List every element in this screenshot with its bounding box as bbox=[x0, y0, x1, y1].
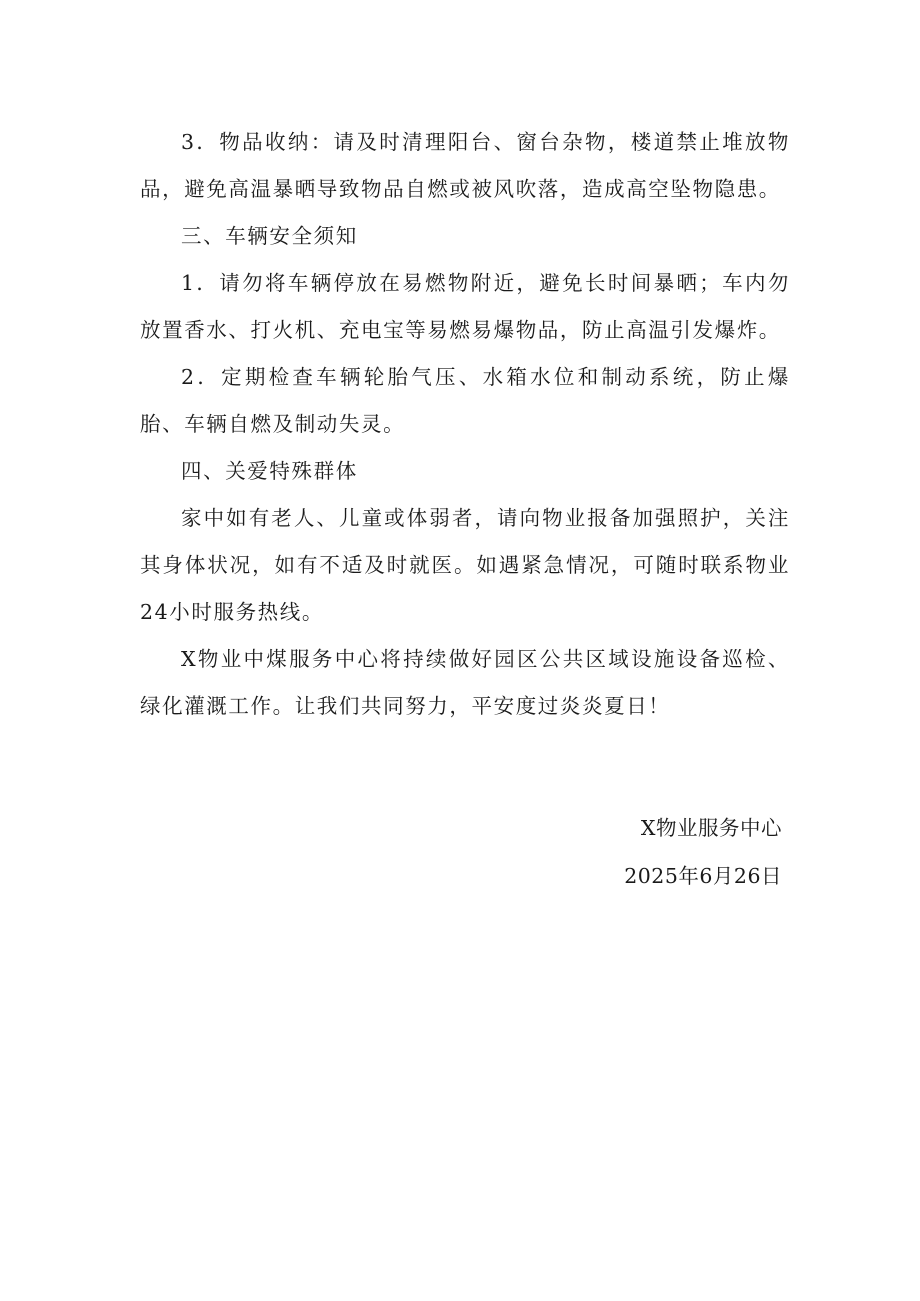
paragraph-closing: X物业中煤服务中心将持续做好园区公共区域设施设备巡检、绿化灌溉工作。让我们共同努力，平安度过炎炎夏日！ bbox=[140, 647, 790, 718]
signature-date: 2025年6月26日 bbox=[624, 864, 782, 888]
body-text bbox=[140, 119, 790, 730]
paragraph-vehicle-item-2: 2．定期检查车辆轮胎气压、水箱水位和制动系统，防止爆胎、车辆自燃及制动失灵。 bbox=[140, 365, 790, 436]
section-heading-vehicle-safety: 三、车辆安全须知 bbox=[181, 224, 358, 248]
signature-organization: X物业服务中心 bbox=[640, 816, 782, 840]
section-heading-special-care: 四、关爱特殊群体 bbox=[181, 459, 358, 483]
paragraph-item-3: 3．物品收纳：请及时清理阳台、窗台杂物，楼道禁止堆放物品，避免高温暴晒导致物品自燃或被风吹落，造成高空坠物隐患。 bbox=[140, 130, 790, 201]
paragraph-vehicle-item-1: 1．请勿将车辆停放在易燃物附近，避免长时间暴晒；车内勿放置香水、打火机、充电宝等易燃易爆物品，防止高温引发爆炸。 bbox=[140, 271, 790, 342]
paragraph-special-care: 家中如有老人、儿童或体弱者，请向物业报备加强照护，关注其身体状况，如有不适及时就医。如遇紧急情况，可随时联系物业24小时服务热线。 bbox=[140, 506, 790, 624]
